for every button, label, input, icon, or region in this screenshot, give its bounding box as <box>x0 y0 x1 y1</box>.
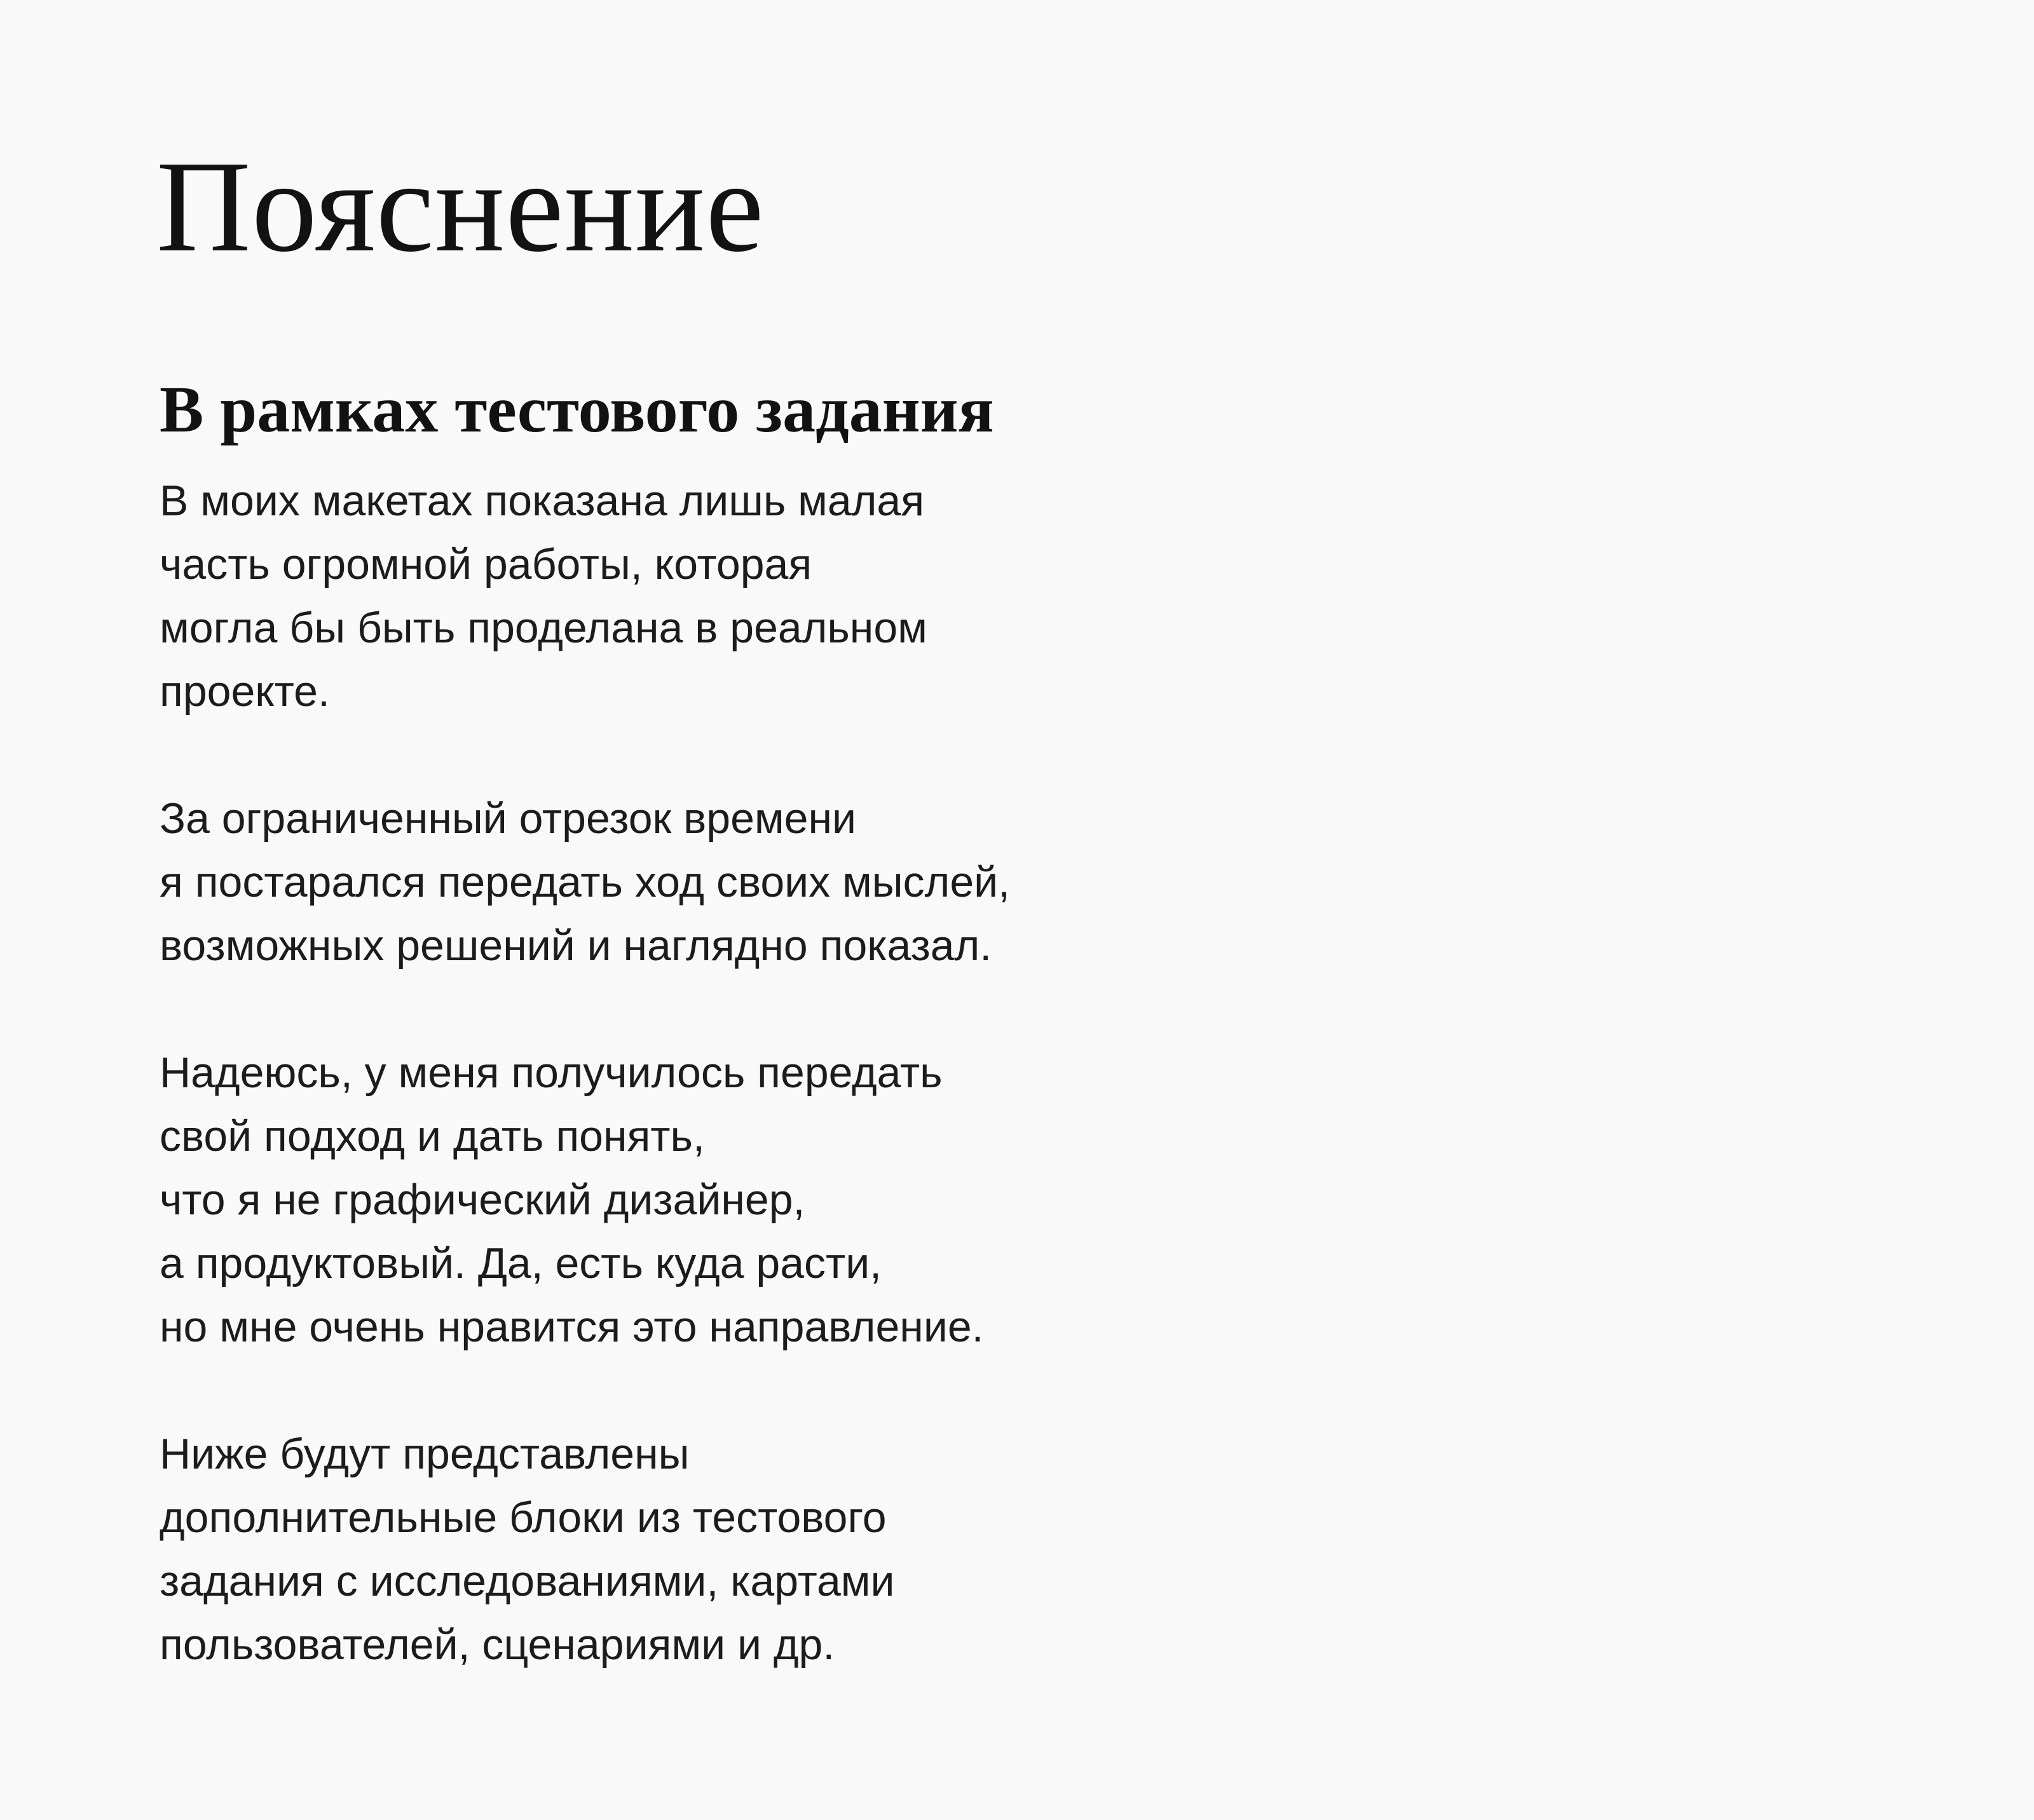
paragraph-3: Надеюсь, у меня получилось передать свой подход и дать понять, что я не графический дизайнер, а продуктовый. Да, есть куда расти, но мне очень нравится это направление. <box>160 1049 984 1351</box>
explanation-text <box>160 469 1240 1740</box>
paragraph-4: Ниже будут представлены дополнительные блоки из тестового задания с исследованиями, картами пользователей, сценариями и др. <box>160 1430 895 1669</box>
section-heading: В рамках тестового задания <box>160 373 994 446</box>
page-title: Пояснение <box>156 133 765 279</box>
paragraph-1: В моих макетах показана лишь малая часть огромной работы, которая могла бы быть проделана в реальном проекте. <box>160 477 927 716</box>
paragraph-2: За ограниченный отрезок времени я постарался передать ход своих мыслей, возможных решений и наглядно показал. <box>160 794 1011 970</box>
